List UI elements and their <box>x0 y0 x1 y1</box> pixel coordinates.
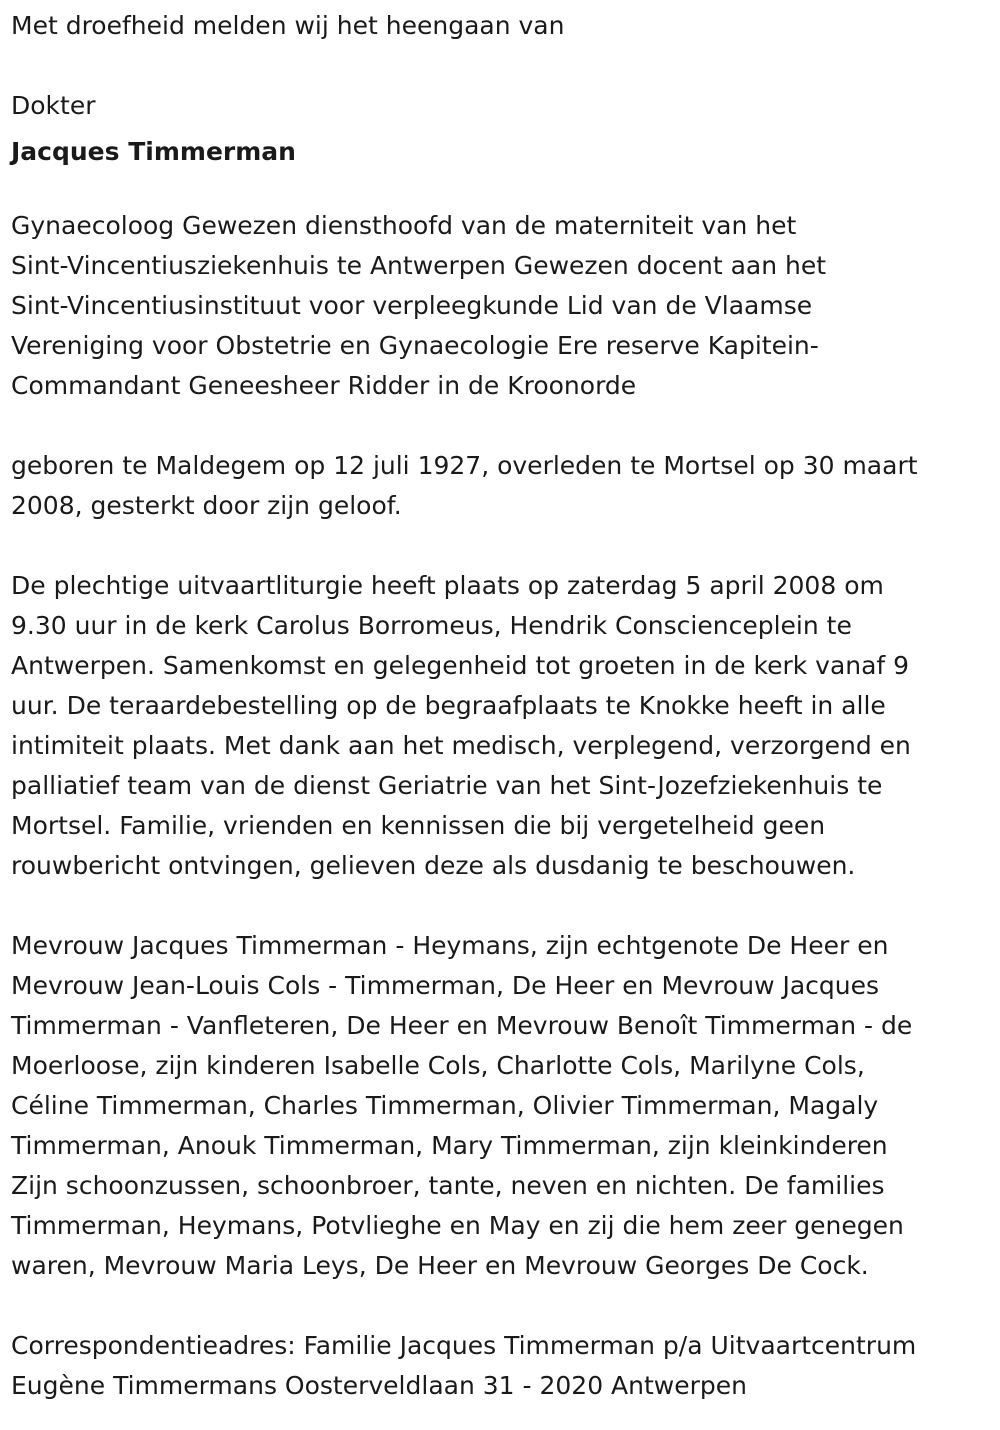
deceased-name: Jacques Timmerman <box>11 137 296 166</box>
functions-paragraph <box>11 206 996 406</box>
correspondence-line: Correspondentieadres: Familie Jacques Timmerman p/a Uitvaartcentrum <box>11 1331 917 1360</box>
functions-line: Gynaecoloog Gewezen diensthoofd van de materniteit van het <box>11 211 797 240</box>
funeral-line: uur. De teraardebestelling op de begraafplaats te Knokke heeft in alle <box>11 691 886 720</box>
correspondence-paragraph <box>11 1326 996 1406</box>
birth-death-paragraph <box>11 446 996 526</box>
birth-death-line: 2008, gesterkt door zijn geloof. <box>11 491 402 520</box>
family-line: Zijn schoonzussen, schoonbroer, tante, neven en nichten. De families <box>11 1171 885 1200</box>
family-line: Mevrouw Jean-Louis Cols - Timmerman, De Heer en Mevrouw Jacques <box>11 971 880 1000</box>
spacer <box>11 886 996 926</box>
spacer <box>11 172 996 206</box>
funeral-line: De plechtige uitvaartliturgie heeft plaats op zaterdag 5 april 2008 om <box>11 571 884 600</box>
family-line: Timmerman, Heymans, Potvlieghe en May en zij die hem zeer genegen <box>11 1211 904 1240</box>
funeral-line: Mortsel. Familie, vrienden en kennissen die bij vergetelheid geen <box>11 811 826 840</box>
funeral-line: palliatief team van de dienst Geriatrie van het Sint-Jozefziekenhuis te <box>11 771 883 800</box>
funeral-line: 9.30 uur in de kerk Carolus Borromeus, Hendrik Conscienceplein te <box>11 611 852 640</box>
functions-line: Sint-Vincentiusziekenhuis te Antwerpen Gewezen docent aan het <box>11 251 827 280</box>
funeral-line: rouwbericht ontvingen, gelieven deze als dusdanig te beschouwen. <box>11 851 856 880</box>
death-notice <box>11 6 996 1406</box>
family-line: Moerloose, zijn kinderen Isabelle Cols, Charlotte Cols, Marilyne Cols, <box>11 1051 865 1080</box>
intro-line: Met droefheid melden wij het heengaan van <box>11 11 565 40</box>
family-line: Mevrouw Jacques Timmerman - Heymans, zijn echtgenote De Heer en <box>11 931 889 960</box>
spacer <box>11 526 996 566</box>
spacer <box>11 1286 996 1326</box>
family-line: Céline Timmerman, Charles Timmerman, Olivier Timmerman, Magaly <box>11 1091 879 1120</box>
funeral-paragraph <box>11 566 996 886</box>
family-paragraph <box>11 926 996 1286</box>
functions-line: Vereniging voor Obstetrie en Gynaecologie Ere reserve Kapitein- <box>11 331 819 360</box>
family-line: waren, Mevrouw Maria Leys, De Heer en Mevrouw Georges De Cock. <box>11 1251 869 1280</box>
family-line: Timmerman, Anouk Timmerman, Mary Timmerman, zijn kleinkinderen <box>11 1131 888 1160</box>
birth-death-line: geboren te Maldegem op 12 juli 1927, overleden te Mortsel op 30 maart <box>11 451 918 480</box>
functions-line: Commandant Geneesheer Ridder in de Kroonorde <box>11 371 637 400</box>
spacer <box>11 46 996 86</box>
title-line: Dokter <box>11 91 96 120</box>
funeral-line: Antwerpen. Samenkomst en gelegenheid tot groeten in de kerk vanaf 9 <box>11 651 910 680</box>
correspondence-line: Eugène Timmermans Oosterveldlaan 31 - 2020 Antwerpen <box>11 1371 747 1400</box>
family-line: Timmerman - Vanfleteren, De Heer en Mevrouw Benoît Timmerman - de <box>11 1011 913 1040</box>
funeral-line: intimiteit plaats. Met dank aan het medisch, verplegend, verzorgend en <box>11 731 911 760</box>
spacer <box>11 406 996 446</box>
functions-line: Sint-Vincentiusinstituut voor verpleegkunde Lid van de Vlaamse <box>11 291 813 320</box>
